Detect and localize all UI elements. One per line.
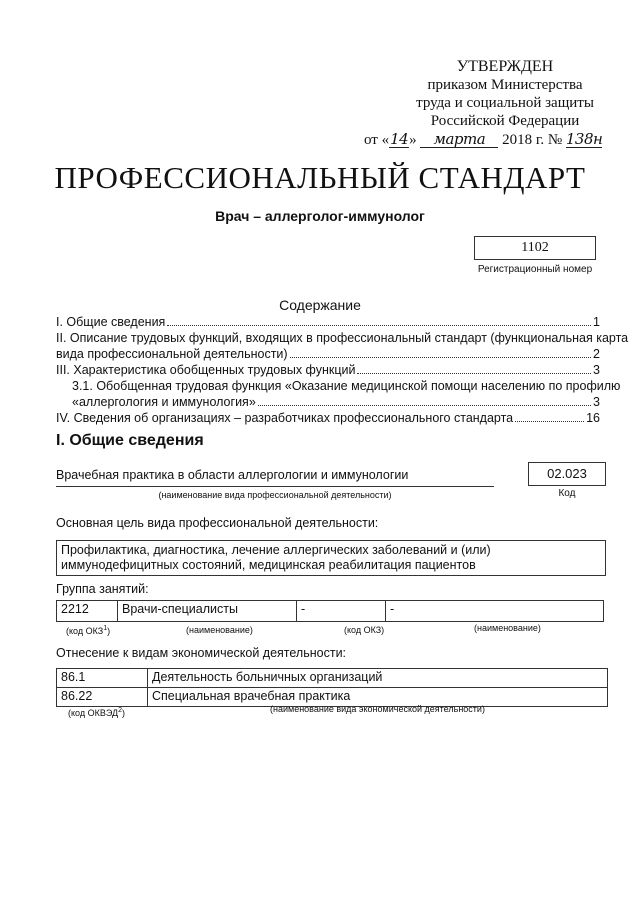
toc-item-continuation[interactable] [56, 346, 600, 362]
document-subtitle: Врач – аллерголог-иммунолог [215, 208, 425, 224]
toc-item[interactable] [56, 362, 600, 378]
economic-table [56, 668, 608, 707]
order-date-line [364, 132, 634, 149]
occupation-name-1: Врачи-специалисты [118, 601, 297, 622]
occupations-label: Группа занятий: [56, 582, 149, 596]
activity-name-field [56, 468, 494, 487]
toc-leader-dots [357, 363, 591, 374]
economic-caption-code: (код ОКВЭД$^2$) [68, 707, 126, 718]
approval-block [380, 58, 630, 130]
toc-leader-dots [167, 315, 591, 326]
toc-leader-dots [258, 395, 591, 406]
activity-name: Врачебная практика в области аллергологии и иммунологии [56, 468, 409, 482]
toc-item-text-cont: «аллергология и иммунология» [72, 395, 256, 409]
toc-item[interactable] [56, 410, 600, 426]
occupation-caption-code: (код ОКЗ$^1$) [66, 625, 111, 636]
order-quote-close: » [409, 132, 417, 148]
occupation-code-1: 2212 [57, 601, 118, 622]
economic-name: Деятельность больничных организаций [148, 669, 608, 688]
toc-item-page: 16 [586, 411, 600, 425]
occupation-name-2: - [386, 601, 604, 622]
order-from-prefix: от « [364, 132, 390, 148]
toc-item-continuation[interactable] [72, 394, 600, 410]
activity-code-caption: Код [558, 488, 576, 499]
activity-caption: (наименование вида профессиональной деятельности) [158, 490, 392, 500]
table-row [57, 669, 608, 688]
economic-code: 86.22 [57, 688, 148, 707]
table-row [57, 601, 604, 622]
toc-title: Содержание [279, 297, 361, 313]
toc-item-text: I. Общие сведения [56, 315, 166, 329]
economic-label: Отнесение к видам экономической деятельности: [56, 646, 347, 660]
toc-leader-dots [290, 347, 591, 358]
toc-item[interactable] [56, 314, 600, 330]
registration-number-box: 1102 [474, 236, 596, 260]
toc-item-page: 1 [593, 315, 600, 329]
document-title: ПРОФЕССИОНАЛЬНЫЙ СТАНДАРТ [54, 160, 586, 195]
occupation-caption-name: (наименование) [186, 625, 253, 635]
section-heading: I. Общие сведения [56, 432, 204, 449]
occupations-table [56, 600, 604, 622]
economic-caption-name: (наименование вида экономической деятельности) [270, 704, 485, 714]
toc-item-text: III. Характеристика обобщенных трудовых функций [56, 363, 356, 377]
toc-leader-dots [515, 411, 584, 422]
order-day: 14 [390, 130, 409, 148]
toc-item-text: 3.1. Обобщенная трудовая функция «Оказание медицинской помощи населению по профилю [72, 379, 621, 393]
toc-item[interactable] [56, 330, 629, 346]
approval-title: УТВЕРЖДЕН [456, 58, 554, 75]
order-month: марта [420, 132, 498, 148]
occupation-caption-name-2: (наименование) [474, 623, 541, 633]
toc-item-text-cont: вида профессиональной деятельности) [56, 347, 288, 361]
occupation-caption-code-2: (код ОКЗ) [344, 625, 385, 635]
economic-name: Специальная врачебная практика [148, 688, 608, 707]
order-number: 138н [565, 130, 603, 148]
toc-item-page: 3 [593, 395, 600, 409]
order-year: 2018 г. № [502, 132, 563, 148]
toc-item-text: II. Описание трудовых функций, входящих в профессиональный стандарт (функциональная карта [56, 331, 629, 345]
toc-item-text: IV. Сведения об организациях – разработчиках профессионального стандарта [56, 411, 514, 425]
approval-line-1: приказом Министерства [427, 77, 583, 93]
occupation-code-2: - [297, 601, 386, 622]
approval-line-2: труда и социальной защиты [416, 95, 594, 111]
activity-code-box: 02.023 [528, 462, 606, 486]
economic-code: 86.1 [57, 669, 148, 688]
toc-item-page: 3 [593, 363, 600, 377]
registration-number-label: Регистрационный номер [477, 264, 593, 275]
goal-text-box: Профилактика, диагностика, лечение аллергических заболеваний и (или) иммунодефицитных состояний, медицинская реабилитация пациентов [56, 540, 606, 576]
approval-line-3: Российской Федерации [430, 113, 580, 129]
toc-item-page: 2 [593, 347, 600, 361]
goal-label: Основная цель вида профессиональной деятельности: [56, 516, 379, 530]
toc-item[interactable] [72, 378, 621, 394]
